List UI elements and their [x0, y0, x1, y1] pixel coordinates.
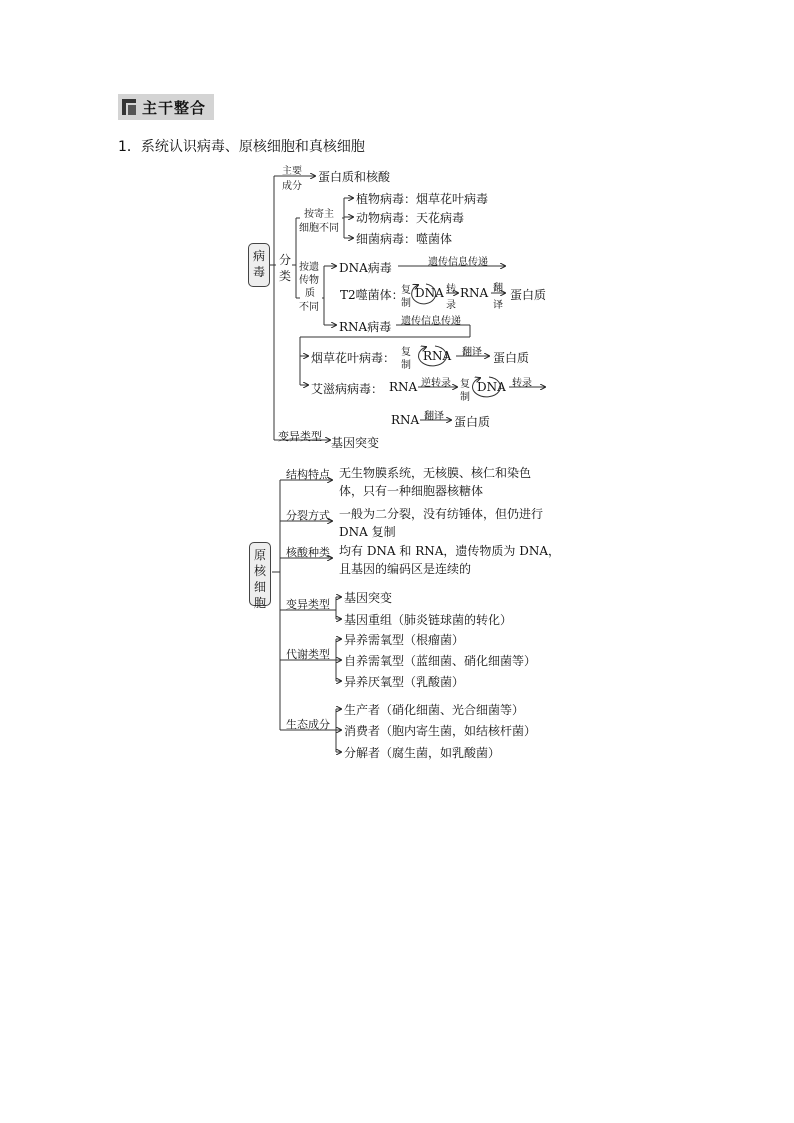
aids-rna2: RNA: [391, 413, 420, 427]
structure-line-1: 无生物膜系统，无核膜、核仁和染色: [339, 466, 532, 480]
t2-replicate-1: 复: [401, 285, 411, 296]
t2-phage-label: T2噬菌体：: [340, 288, 404, 302]
aids-transcribe: 转录: [512, 378, 532, 389]
metabolism-item-3: 异养厌氧型（乳酸菌）: [344, 675, 465, 689]
nucleic-line-2: 且基因的编码区是连续的: [339, 562, 472, 576]
dna-arrow-label: 遗传信息传递: [428, 257, 488, 268]
ecology-item-3: 分解者（腐生菌，如乳酸菌）: [344, 746, 501, 760]
header-title: 主干整合: [142, 99, 207, 117]
structure-label: 结构特点: [286, 468, 330, 481]
host-item-bacteria: 细菌病毒：噬菌体: [356, 232, 453, 246]
division-label: 分裂方式: [286, 509, 330, 522]
nucleic-label: 核酸种类: [286, 546, 330, 559]
by-genetic-label-2: 传物: [299, 275, 319, 286]
aids-translate: 翻译: [424, 411, 444, 422]
tmv-replicate-1: 复: [401, 347, 411, 358]
aids-protein: 蛋白质: [454, 415, 491, 429]
virus-variation-value: 基因突变: [331, 436, 380, 450]
rna-virus-label: RNA病毒: [339, 320, 392, 334]
t2-replicate-2: 制: [401, 298, 411, 309]
t2-rna: RNA: [460, 286, 489, 300]
main-components-label-1: 主要: [282, 166, 302, 177]
virus-root-label: 病毒: [253, 249, 266, 279]
pro-variation-item-2: 基因重组（肺炎链球菌的转化）: [344, 613, 513, 627]
host-item-plant: 植物病毒：烟草花叶病毒: [356, 192, 489, 206]
aids-rna: RNA: [389, 380, 418, 394]
metabolism-item-1: 异养需氧型（根瘤菌）: [344, 633, 465, 647]
by-host-label-1: 按寄主: [304, 209, 334, 220]
pro-variation-label: 变异类型: [286, 598, 330, 611]
t2-translate-1: 翻: [493, 283, 503, 294]
t2-dna: DNA: [415, 286, 444, 300]
ecology-item-1: 生产者（硝化细菌、光合细菌等）: [344, 703, 525, 717]
aids-dna: DNA: [477, 380, 506, 394]
classification-label-1: 分: [279, 253, 292, 267]
nucleic-line-1: 均有 DNA 和 RNA，遗传物质为 DNA，: [339, 544, 561, 558]
pro-variation-item-1: 基因突变: [344, 591, 393, 605]
section-title: 1．系统认识病毒、原核细胞和真核细胞: [118, 139, 365, 155]
t2-translate-2: 译: [493, 300, 503, 311]
by-genetic-label-1: 按遗: [299, 262, 319, 273]
virus-variation-label: 变异类型: [278, 430, 322, 443]
aids-replicate-1: 复: [460, 379, 470, 390]
ecology-label: 生态成分: [286, 718, 330, 731]
aids-reverse: 逆转录: [421, 378, 451, 389]
tmv-rna: RNA: [423, 349, 452, 363]
prokaryote-root-box: [249, 542, 271, 610]
by-host-label-2: 细胞不同: [299, 223, 339, 234]
ecology-item-2: 消费者（胞内寄生菌，如结核杆菌）: [344, 724, 537, 738]
main-components-label-2: 成分: [282, 181, 302, 192]
tmv-protein: 蛋白质: [493, 351, 530, 365]
by-genetic-label-3: 质: [305, 288, 315, 299]
main-components-value: 蛋白质和核酸: [318, 170, 391, 184]
t2-transcribe-2: 录: [446, 300, 456, 311]
rna-arrow-label: 遗传信息传递: [401, 316, 461, 327]
virus-root-box: [248, 243, 270, 287]
division-line-2: DNA 复制: [339, 525, 396, 539]
tmv-label: 烟草花叶病毒：: [311, 351, 396, 365]
aids-label: 艾滋病病毒：: [311, 382, 384, 396]
dna-virus-label: DNA病毒: [339, 261, 392, 275]
tmv-translate: 翻译: [462, 347, 482, 358]
host-item-animal: 动物病毒：天花病毒: [356, 211, 465, 225]
metabolism-label: 代谢类型: [286, 648, 330, 661]
by-genetic-label-4: 不同: [299, 302, 319, 313]
metabolism-item-2: 自养需氧型（蓝细菌、硝化细菌等）: [344, 654, 537, 668]
prokaryote-root-label: 原核细胞: [254, 548, 267, 610]
classification-label-2: 类: [279, 269, 292, 283]
t2-transcribe-1: 转: [446, 284, 456, 295]
tmv-replicate-2: 制: [401, 360, 411, 371]
t2-protein: 蛋白质: [510, 288, 547, 302]
division-line-1: 一般为二分裂，没有纺锤体，但仍进行: [339, 507, 544, 521]
structure-line-2: 体，只有一种细胞器核糖体: [339, 484, 484, 498]
aids-replicate-2: 制: [460, 392, 470, 403]
